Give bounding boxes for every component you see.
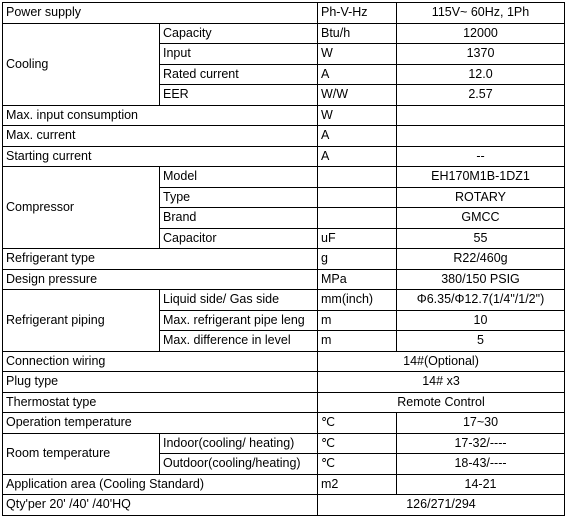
unit-max-length: m <box>318 310 397 331</box>
value-operation-temperature: 17~30 <box>397 413 565 434</box>
value-eer: 2.57 <box>397 85 565 106</box>
value-liquid-gas: Φ6.35/Φ12.7(1/4"/1/2") <box>397 290 565 311</box>
table-row-piping-liquid-gas <box>3 290 565 311</box>
label-compressor: Compressor <box>3 167 160 249</box>
label-capacitor: Capacitor <box>160 228 318 249</box>
unit-starting-current: A <box>318 146 397 167</box>
label-max-input: Max. input consumption <box>3 105 318 126</box>
label-max-level: Max. difference in level <box>160 331 318 352</box>
label-cooling: Cooling <box>3 23 160 105</box>
value-capacity: 12000 <box>397 23 565 44</box>
table-row-operation-temperature <box>3 413 565 434</box>
value-indoor: 17-32/---- <box>397 433 565 454</box>
table-row-thermostat-type <box>3 392 565 413</box>
value-starting-current: -- <box>397 146 565 167</box>
unit-capacity: Btu/h <box>318 23 397 44</box>
unit-indoor: ℃ <box>318 433 397 454</box>
value-rated-current: 12.0 <box>397 64 565 85</box>
unit-power-supply: Ph-V-Hz <box>318 3 397 24</box>
label-room-temperature: Room temperature <box>3 433 160 474</box>
value-max-current <box>397 126 565 147</box>
table-row-compressor-model <box>3 167 565 188</box>
value-capacitor: 55 <box>397 228 565 249</box>
table-row-room-temperature-indoor <box>3 433 565 454</box>
unit-eer: W/W <box>318 85 397 106</box>
label-capacity: Capacity <box>160 23 318 44</box>
label-rated-current: Rated current <box>160 64 318 85</box>
table-row-plug-type <box>3 372 565 393</box>
unit-rated-current: A <box>318 64 397 85</box>
value-outdoor: 18-43/---- <box>397 454 565 475</box>
value-max-level: 5 <box>397 331 565 352</box>
label-brand: Brand <box>160 208 318 229</box>
label-operation-temperature: Operation temperature <box>3 413 318 434</box>
label-outdoor: Outdoor(cooling/heating) <box>160 454 318 475</box>
unit-type <box>318 187 397 208</box>
value-connection-wiring: 14#(Optional) <box>318 351 565 372</box>
label-indoor: Indoor(cooling/ heating) <box>160 433 318 454</box>
value-qty: 126/271/294 <box>318 495 565 516</box>
unit-max-input: W <box>318 105 397 126</box>
label-model: Model <box>160 167 318 188</box>
unit-capacitor: uF <box>318 228 397 249</box>
label-application-area: Application area (Cooling Standard) <box>3 474 318 495</box>
table-row-connection-wiring <box>3 351 565 372</box>
unit-model <box>318 167 397 188</box>
table-row-design-pressure <box>3 269 565 290</box>
label-qty: Qty'per 20' /40' /40'HQ <box>3 495 318 516</box>
unit-design-pressure: MPa <box>318 269 397 290</box>
unit-outdoor: ℃ <box>318 454 397 475</box>
label-design-pressure: Design pressure <box>3 269 318 290</box>
value-design-pressure: 380/150 PSIG <box>397 269 565 290</box>
label-liquid-gas: Liquid side/ Gas side <box>160 290 318 311</box>
value-brand: GMCC <box>397 208 565 229</box>
table-row-starting-current <box>3 146 565 167</box>
value-max-length: 10 <box>397 310 565 331</box>
label-input: Input <box>160 44 318 65</box>
value-input: 1370 <box>397 44 565 65</box>
unit-max-current: A <box>318 126 397 147</box>
label-eer: EER <box>160 85 318 106</box>
specification-table <box>2 2 565 516</box>
unit-brand <box>318 208 397 229</box>
label-starting-current: Starting current <box>3 146 318 167</box>
value-application-area: 14-21 <box>397 474 565 495</box>
label-max-length: Max. refrigerant pipe leng <box>160 310 318 331</box>
label-refrigerant-type: Refrigerant type <box>3 249 318 270</box>
value-model: EH170M1B-1DZ1 <box>397 167 565 188</box>
table-row-refrigerant-type <box>3 249 565 270</box>
unit-input: W <box>318 44 397 65</box>
value-thermostat-type: Remote Control <box>318 392 565 413</box>
table-row-max-current <box>3 126 565 147</box>
label-connection-wiring: Connection wiring <box>3 351 318 372</box>
unit-refrigerant-type: g <box>318 249 397 270</box>
unit-application-area: m2 <box>318 474 397 495</box>
unit-liquid-gas: mm(inch) <box>318 290 397 311</box>
value-max-input <box>397 105 565 126</box>
label-power-supply: Power supply <box>3 3 318 24</box>
value-refrigerant-type: R22/460g <box>397 249 565 270</box>
label-refrigerant-piping: Refrigerant piping <box>3 290 160 352</box>
value-power-supply: 115V~ 60Hz, 1Ph <box>397 3 565 24</box>
label-thermostat-type: Thermostat type <box>3 392 318 413</box>
unit-operation-temperature: ℃ <box>318 413 397 434</box>
table-row-qty <box>3 495 565 516</box>
table-row-application-area <box>3 474 565 495</box>
unit-max-level: m <box>318 331 397 352</box>
table-row-max-input <box>3 105 565 126</box>
label-plug-type: Plug type <box>3 372 318 393</box>
value-type: ROTARY <box>397 187 565 208</box>
value-plug-type: 14# x3 <box>318 372 565 393</box>
table-row-power-supply <box>3 3 565 24</box>
label-type: Type <box>160 187 318 208</box>
table-row-cooling-capacity <box>3 23 565 44</box>
label-max-current: Max. current <box>3 126 318 147</box>
